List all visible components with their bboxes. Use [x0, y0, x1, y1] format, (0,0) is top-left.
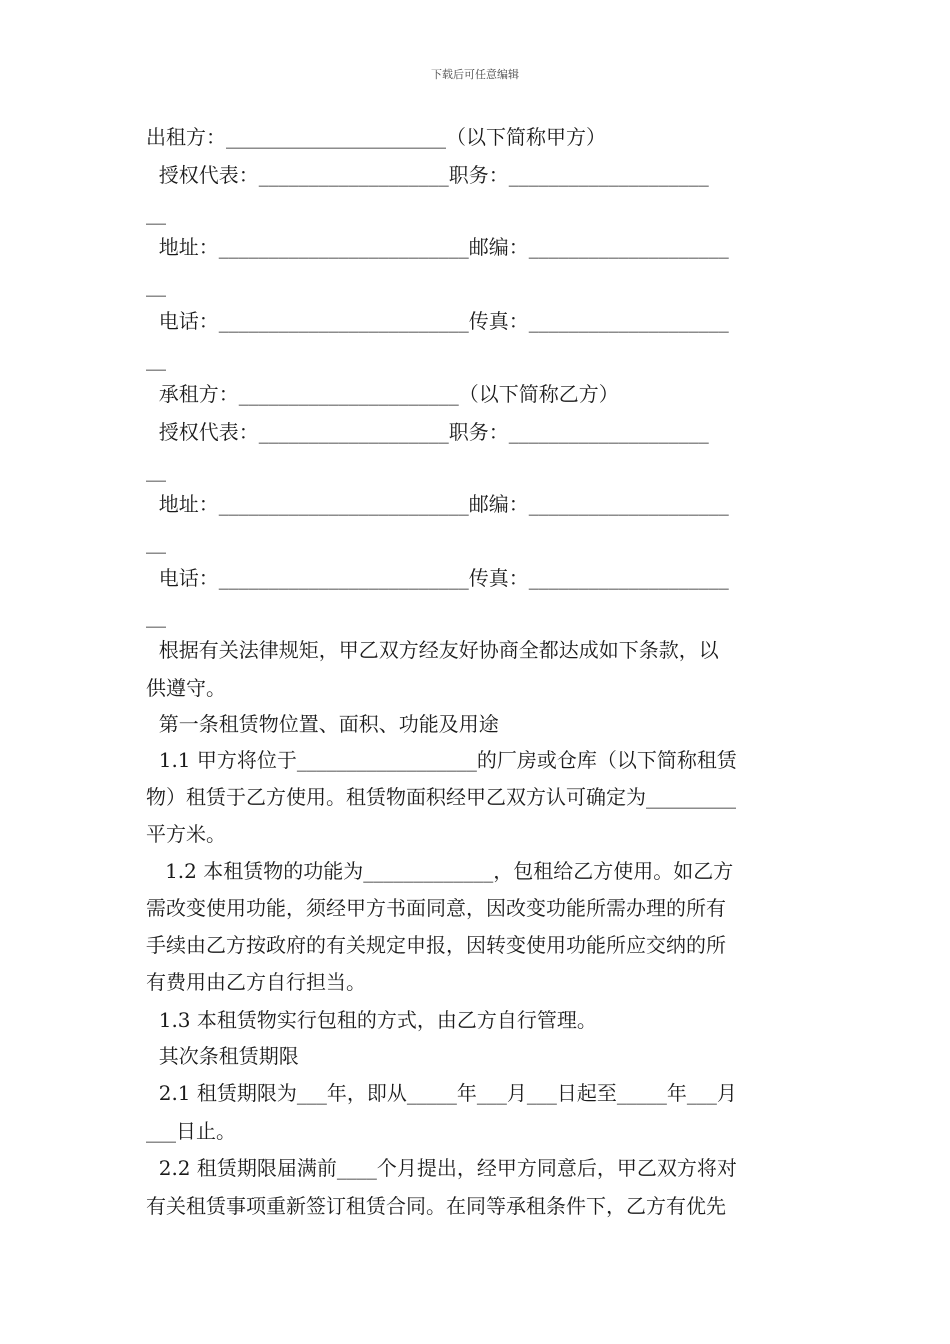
clause-2-1-end: ___日止。: [146, 1119, 236, 1143]
article-1-heading: 第一条租赁物位置、面积、功能及用途: [146, 712, 499, 736]
clause-1-3: 1.3 本租赁物实行包租的方式，由乙方自行管理。: [146, 1008, 597, 1032]
lessee-address-line-cont: __: [146, 530, 166, 554]
lessor-phone-line-cont: __: [146, 347, 166, 371]
clause-1-1: 1.1 甲方将位于__________________的厂房或仓库（以下简称租赁: [146, 748, 737, 772]
clause-1-2-cont-1: 需改变使用功能，须经甲方书面同意，因改变功能所需办理的所有: [146, 896, 726, 920]
lessor-rep-line: 授权代表：___________________职务：____________________: [146, 163, 709, 187]
lessor-rep-line-cont: __: [146, 201, 166, 225]
lessee-phone-line-cont: __: [146, 604, 166, 628]
clause-2-1: 2.1 租赁期限为___年，即从_____年___月___日起至_____年___月: [146, 1081, 737, 1105]
lessor-phone-line: 电话：_________________________传真：____________________: [146, 309, 729, 333]
preamble-paragraph: 根据有关法律规矩，甲乙双方经友好协商全都达成如下条款，以: [146, 638, 719, 662]
clause-2-2: 2.2 租赁期限届满前____个月提出，经甲方同意后，甲乙双方将对: [146, 1156, 737, 1180]
clause-2-2-cont: 有关租赁事项重新签订租赁合同。在同等承租条件下，乙方有优先: [146, 1194, 726, 1218]
clause-1-2: 1.2 本租赁物的功能为_____________，包租给乙方使用。如乙方: [146, 859, 734, 883]
clause-1-2-end: 有费用由乙方自行担当。: [146, 970, 366, 994]
lessor-address-line: 地址：_________________________邮编：____________________: [146, 235, 729, 259]
clause-1-1-end: 平方米。: [146, 822, 226, 846]
page-header: 下载后可任意编辑: [431, 68, 519, 81]
clause-1-1-cont: 物）租赁于乙方使用。租赁物面积经甲乙双方认可确定为_________: [146, 785, 736, 809]
lessee-line: 承租方：______________________（以下简称乙方）: [146, 382, 619, 406]
clause-1-2-cont-2: 手续由乙方按政府的有关规定申报，因转变使用功能所应交纳的所: [146, 933, 726, 957]
article-2-heading: 其次条租赁期限: [146, 1044, 299, 1068]
lessee-rep-line-cont: __: [146, 458, 166, 482]
lessor-address-line-cont: __: [146, 273, 166, 297]
lessee-phone-line: 电话：_________________________传真：____________________: [146, 566, 729, 590]
lessee-address-line: 地址：_________________________邮编：____________________: [146, 492, 729, 516]
lessor-line: 出租方：______________________（以下简称甲方）: [146, 125, 606, 149]
preamble-paragraph-cont: 供遵守。: [146, 676, 226, 700]
lessee-rep-line: 授权代表：___________________职务：____________________: [146, 420, 709, 444]
